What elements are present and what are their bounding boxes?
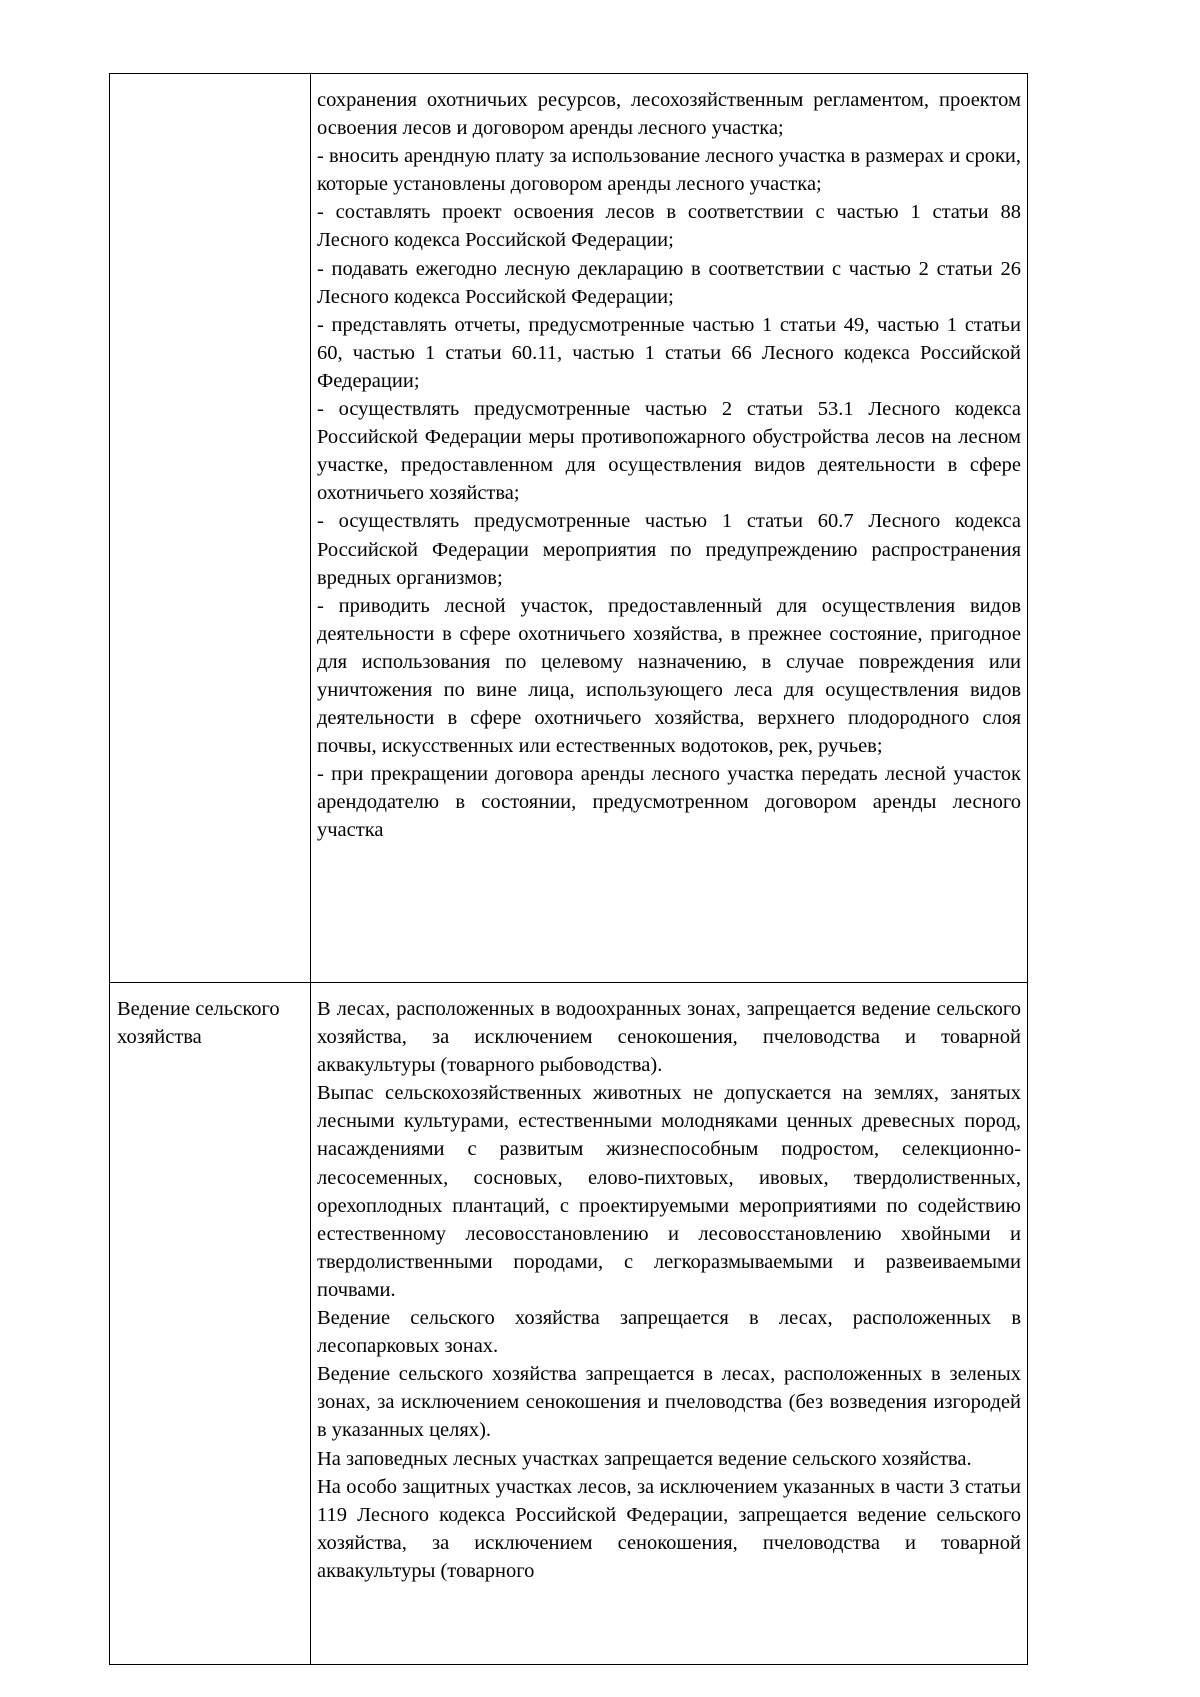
paragraph: - приводить лесной участок, предоставленный для осуществления видов деятельности в сфере охотничьего хозяйства, в прежнее состояние, пригодное для использования по целевому назначению, в случае повреждения или уничтожения по вине лица, использующего леса для осуществления видов деятельности в сфере охотничьего хозяйства, верхнего плодородного слоя почвы, искусственных или естественных водотоков, рек, ручьев; bbox=[317, 594, 1021, 758]
paragraph: Выпас сельскохозяйственных животных не допускается на землях, занятых лесными культурами, естественными молодняками ценных древесных пород, насаждениями с развитым жизнеспособным подростом, селекционно-лесосеменных, сосновых, елово-пихтовых, ивовых, твердолиственных, орехоплодных плантаций, с проектируемыми мероприятиями по содействию естественному лесовосстановлению и лесовосстановлению хвойными и твердолиственными породами, с легкоразмываемыми и развеиваемыми почвами. bbox=[317, 1082, 1021, 1301]
paragraph: - составлять проект освоения лесов в соответствии с частью 1 статьи 88 Лесного кодекса Российской Федерации; bbox=[317, 201, 1021, 252]
paragraph: - представлять отчеты, предусмотренные частью 1 статьи 49, частью 1 статьи 60, частью 1 статьи 60.11, частью 1 статьи 66 Лесного кодекса Российской Федерации; bbox=[317, 313, 1021, 392]
activity-cell bbox=[110, 74, 311, 983]
paragraph: На особо защитных участках лесов, за исключением указанных в части 3 статьи 119 Лесного кодекса Российской Федерации, запрещается ведение сельского хозяйства, за исключением сенокошения, пчеловодства и товарной аквакультуры (товарного bbox=[317, 1475, 1021, 1582]
paragraph: - подавать ежегодно лесную декларацию в соответствии с частью 2 статьи 26 Лесного кодекса Российской Федерации; bbox=[317, 257, 1021, 308]
paragraph: Ведение сельского хозяйства запрещается в лесах, расположенных в лесопарковых зонах. bbox=[317, 1307, 1021, 1358]
paragraph: - осуществлять предусмотренные частью 2 статьи 53.1 Лесного кодекса Российской Федерации меры противопожарного обустройства лесов на лесном участке, предоставленном для осуществления видов деятельности в сфере охотничьего хозяйства; bbox=[317, 398, 1021, 505]
table-row bbox=[110, 983, 1028, 1665]
paragraph: На заповедных лесных участках запрещается ведение сельского хозяйства. bbox=[317, 1447, 972, 1470]
regulation-table bbox=[109, 73, 1028, 1665]
paragraph: - осуществлять предусмотренные частью 1 статьи 60.7 Лесного кодекса Российской Федерации мероприятия по предупреждению распространения вредных организмов; bbox=[317, 510, 1021, 589]
paragraph: сохранения охотничьих ресурсов, лесохозяйственным регламентом, проектом освоения лесов и договором аренды лесного участка; bbox=[317, 89, 1021, 140]
paragraph: Ведение сельского хозяйства запрещается в лесах, расположенных в зеленых зонах, за исключением сенокошения и пчеловодства (без возведения изгородей в указанных целях). bbox=[317, 1363, 1021, 1442]
paragraph: - при прекращении договора аренды лесного участка передать лесной участок арендодателю в состоянии, предусмотренном договором аренды лесного участка bbox=[317, 763, 1021, 842]
activity-cell bbox=[110, 983, 311, 1665]
table-row bbox=[110, 74, 1028, 983]
requirements-cell bbox=[311, 74, 1028, 983]
paragraph: В лесах, расположенных в водоохранных зонах, запрещается ведение сельского хозяйства, за исключением сенокошения, пчеловодства и товарной аквакультуры (товарного рыбоводства). bbox=[317, 998, 1021, 1077]
paragraph: - вносить арендную плату за использование лесного участка в размерах и сроки, которые установлены договором аренды лесного участка; bbox=[317, 145, 1021, 196]
requirements-cell bbox=[311, 983, 1028, 1665]
activity-label: Ведение сельского хозяйства bbox=[117, 998, 280, 1049]
